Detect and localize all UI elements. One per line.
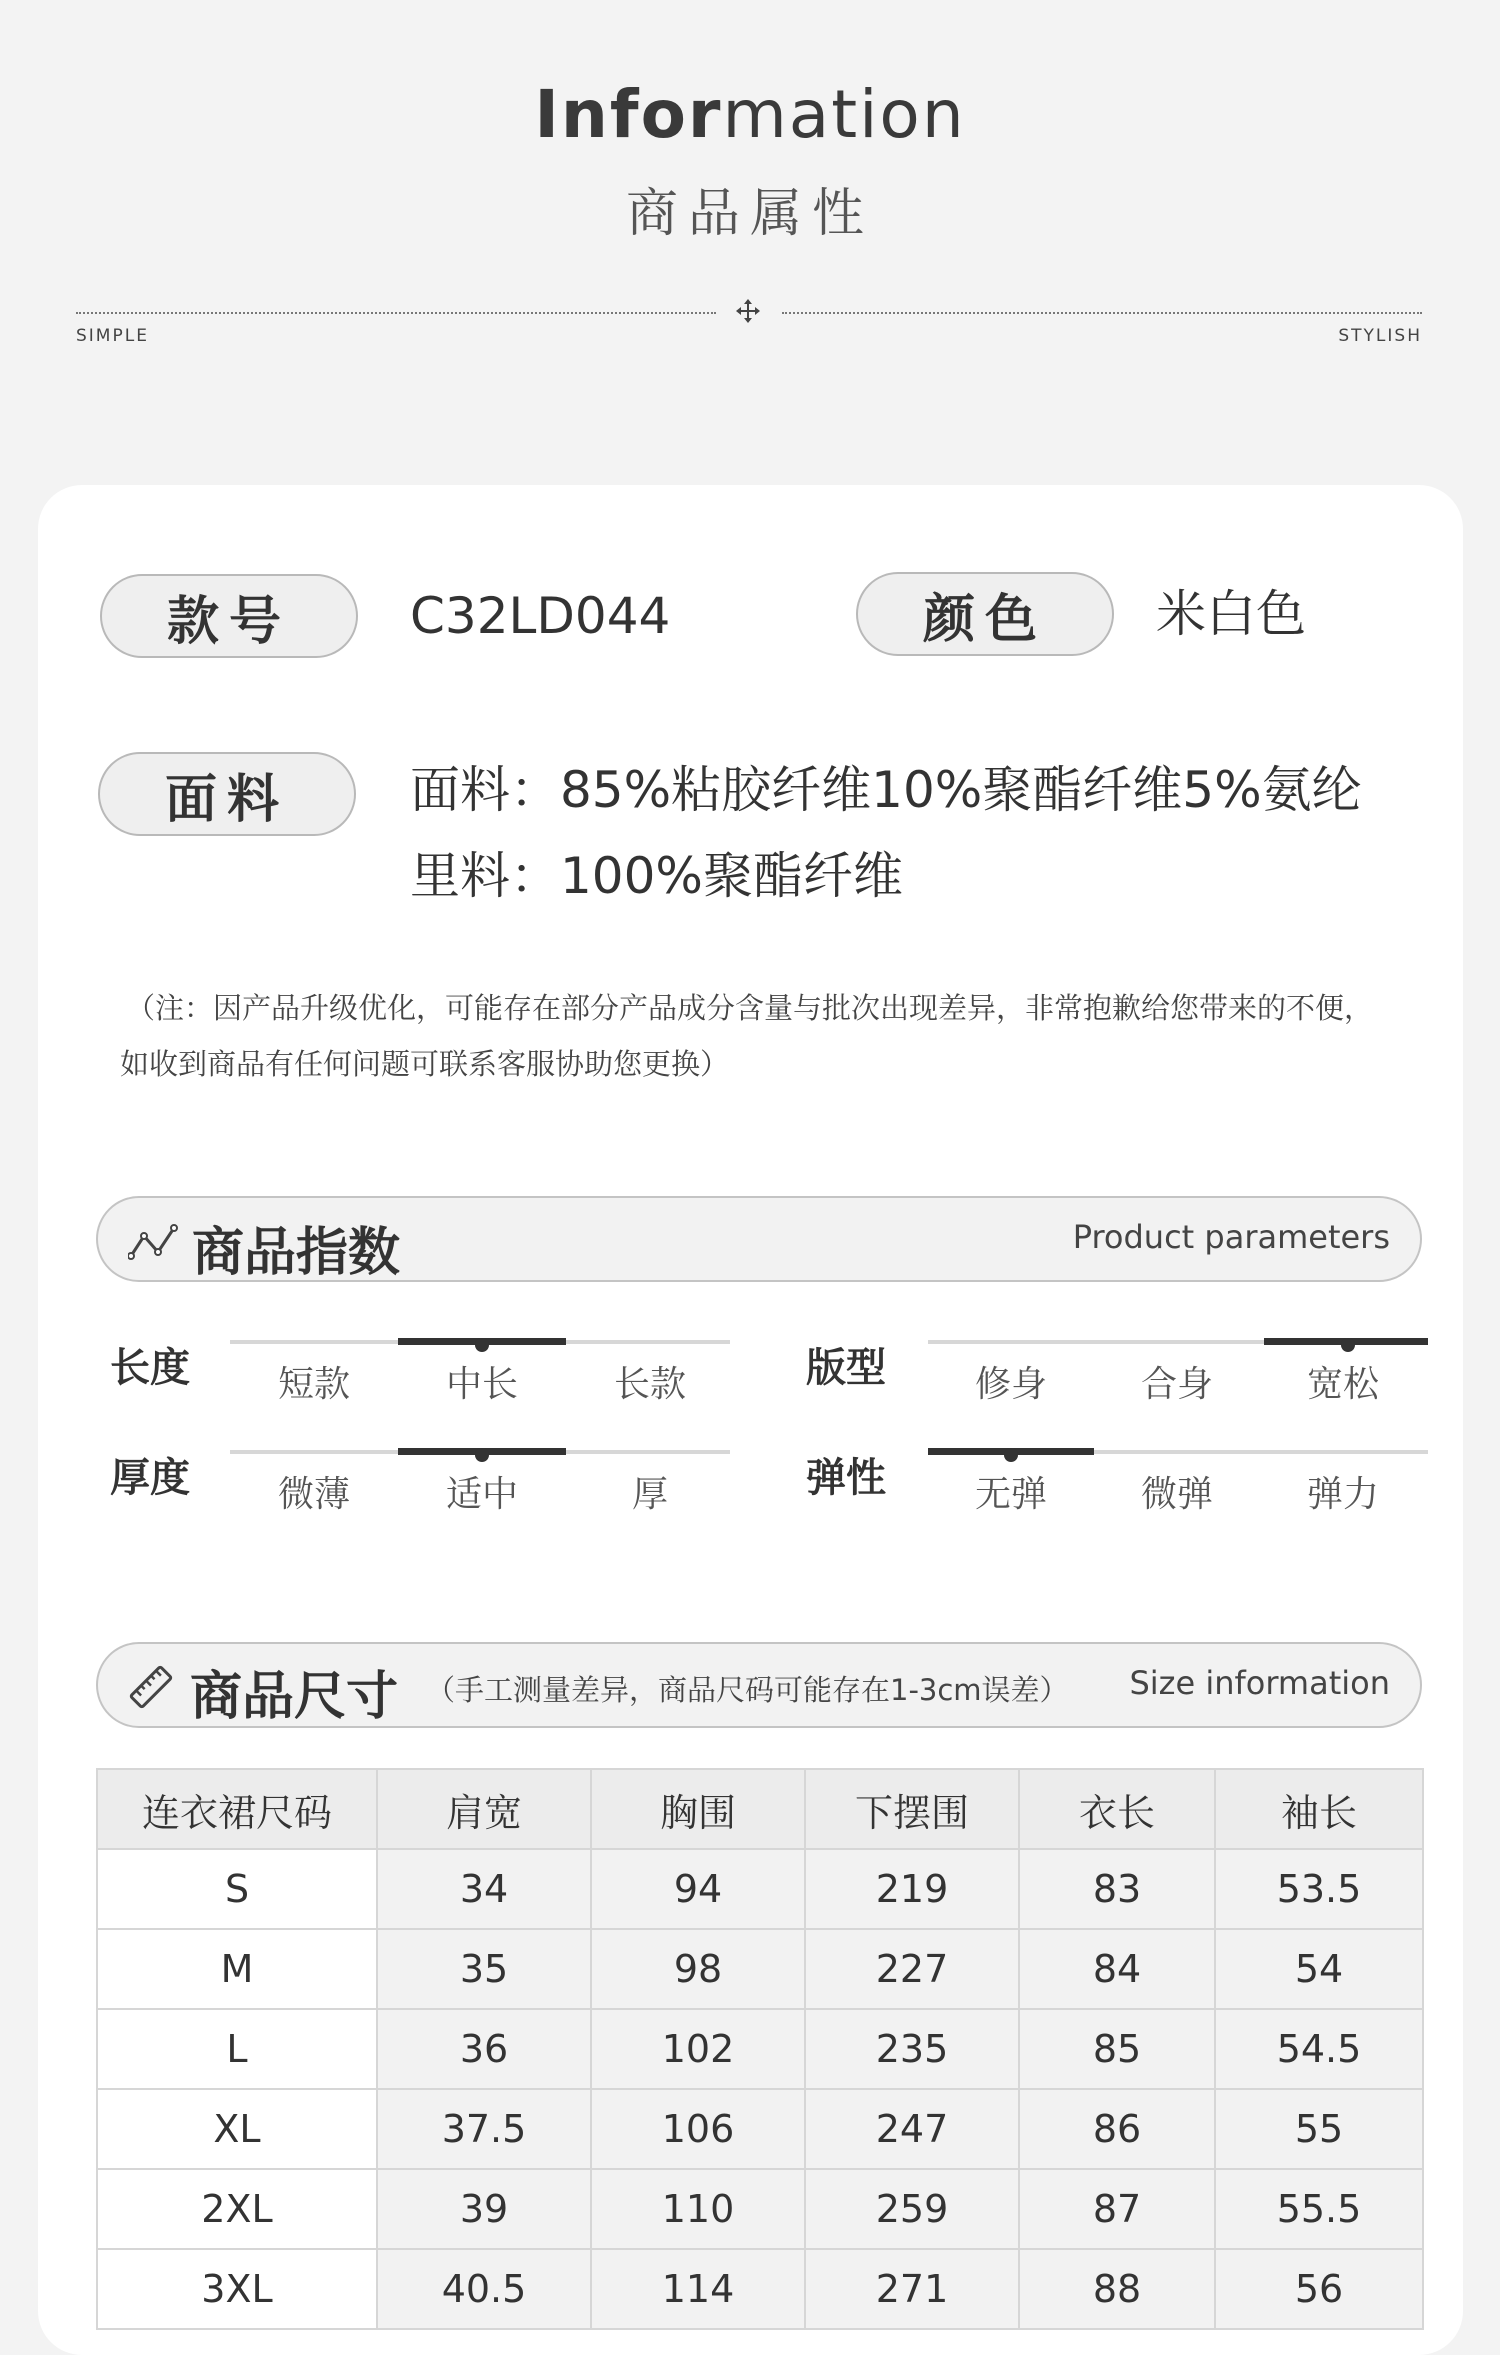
index-option: 合身 xyxy=(1140,1364,1213,1405)
page-subtitle: 商品属性 xyxy=(625,184,874,244)
index-label-length: 长度 xyxy=(110,1345,190,1391)
table-cell: 227 xyxy=(805,1929,1019,2009)
table-cell: 3XL xyxy=(97,2249,377,2329)
style-number-label: 款号 xyxy=(100,574,358,658)
index-option: 宽松 xyxy=(1306,1364,1379,1405)
index-scale-fit xyxy=(928,1340,1428,1344)
index-option: 弹力 xyxy=(1306,1474,1379,1515)
table-cell: 40.5 xyxy=(377,2249,591,2329)
table-cell: 53.5 xyxy=(1215,1849,1423,1929)
table-row xyxy=(97,1929,1423,2009)
table-cell: 86 xyxy=(1019,2089,1215,2169)
index-option: 微弹 xyxy=(1140,1474,1213,1515)
table-cell: 219 xyxy=(805,1849,1019,1929)
trend-line-icon xyxy=(128,1222,178,1262)
table-cell: 55 xyxy=(1215,2089,1423,2169)
title-bold-part: Infor xyxy=(534,76,723,153)
tag-simple: SIMPLE xyxy=(76,326,149,346)
column-header: 下摆围 xyxy=(805,1769,1019,1849)
index-option: 适中 xyxy=(445,1474,518,1515)
table-cell: 39 xyxy=(377,2169,591,2249)
index-option: 长款 xyxy=(613,1364,686,1405)
size-section-title: 商品尺寸 xyxy=(190,1667,399,1727)
divider-left xyxy=(76,312,716,314)
params-section-title: 商品指数 xyxy=(192,1223,401,1283)
index-label-elasticity: 弹性 xyxy=(806,1455,886,1501)
table-header-row xyxy=(97,1769,1423,1849)
table-cell: 2XL xyxy=(97,2169,377,2249)
note-line-1: （注：因产品升级优化，可能存在部分产品成分含量与批次出现差异，非常抱歉给您带来的不便， xyxy=(126,991,1374,1025)
index-selected-dot xyxy=(1341,1338,1355,1352)
table-cell: 235 xyxy=(805,2009,1019,2089)
tag-stylish: STYLISH xyxy=(1338,326,1422,346)
table-cell: 83 xyxy=(1019,1849,1215,1929)
index-option: 修身 xyxy=(974,1364,1047,1405)
table-cell: 54.5 xyxy=(1215,2009,1423,2089)
title-light-part: mation xyxy=(722,76,966,153)
table-cell: 84 xyxy=(1019,1929,1215,2009)
table-cell: 247 xyxy=(805,2089,1019,2169)
column-header: 肩宽 xyxy=(377,1769,591,1849)
fabric-line-2: 里料：100%聚酯纤维 xyxy=(410,847,903,905)
size-section-subtitle: （手工测量差异，商品尺码可能存在1-3cm误差） xyxy=(426,1673,1069,1707)
table-cell: 98 xyxy=(591,1929,805,2009)
table-cell: 110 xyxy=(591,2169,805,2249)
index-scale-thickness xyxy=(230,1450,730,1454)
index-option: 无弹 xyxy=(974,1474,1047,1515)
color-label: 颜色 xyxy=(856,572,1114,656)
table-cell: 271 xyxy=(805,2249,1019,2329)
table-row xyxy=(97,1849,1423,1929)
table-cell: 56 xyxy=(1215,2249,1423,2329)
index-label-thickness: 厚度 xyxy=(110,1455,190,1501)
table-row xyxy=(97,2169,1423,2249)
index-option: 厚 xyxy=(631,1474,668,1515)
note-line-2: 如收到商品有任何问题可联系客服协助您更换） xyxy=(120,1047,730,1081)
table-cell: L xyxy=(97,2009,377,2089)
size-table xyxy=(96,1768,1424,2330)
table-cell: 36 xyxy=(377,2009,591,2089)
table-cell: 94 xyxy=(591,1849,805,1929)
index-scale-length xyxy=(230,1340,730,1344)
index-label-fit: 版型 xyxy=(806,1345,886,1391)
index-scale-elasticity xyxy=(928,1450,1428,1454)
table-cell: 114 xyxy=(591,2249,805,2329)
table-cell: M xyxy=(97,1929,377,2009)
color-value: 米白色 xyxy=(1156,585,1306,643)
index-selected-dot xyxy=(475,1448,489,1462)
page-title xyxy=(0,76,1500,153)
table-cell: 259 xyxy=(805,2169,1019,2249)
table-cell: S xyxy=(97,1849,377,1929)
column-header: 连衣裙尺码 xyxy=(97,1769,377,1849)
size-section-title-en: Size information xyxy=(1129,1664,1390,1702)
column-header: 衣长 xyxy=(1019,1769,1215,1849)
table-row xyxy=(97,2089,1423,2169)
table-cell: 102 xyxy=(591,2009,805,2089)
fabric-line-1: 面料：85%粘胶纤维10%聚酯纤维5%氨纶 xyxy=(410,761,1362,819)
table-row xyxy=(97,2009,1423,2089)
index-option: 微薄 xyxy=(277,1474,350,1515)
table-cell: XL xyxy=(97,2089,377,2169)
fabric-label: 面料 xyxy=(98,752,356,836)
table-cell: 35 xyxy=(377,1929,591,2009)
table-cell: 54 xyxy=(1215,1929,1423,2009)
table-cell: 106 xyxy=(591,2089,805,2169)
index-selected-dot xyxy=(475,1338,489,1352)
ruler-icon xyxy=(126,1662,176,1712)
move-cross-icon xyxy=(735,298,761,324)
index-selected-dot xyxy=(1004,1448,1018,1462)
table-cell: 88 xyxy=(1019,2249,1215,2329)
column-header: 袖长 xyxy=(1215,1769,1423,1849)
index-option: 短款 xyxy=(277,1364,350,1405)
table-cell: 55.5 xyxy=(1215,2169,1423,2249)
table-row xyxy=(97,2249,1423,2329)
column-header: 胸围 xyxy=(591,1769,805,1849)
table-cell: 34 xyxy=(377,1849,591,1929)
table-cell: 37.5 xyxy=(377,2089,591,2169)
divider-right xyxy=(782,312,1422,314)
table-cell: 87 xyxy=(1019,2169,1215,2249)
index-option: 中长 xyxy=(445,1364,518,1405)
table-cell: 85 xyxy=(1019,2009,1215,2089)
style-number-value: C32LD044 xyxy=(410,587,671,645)
params-section-title-en: Product parameters xyxy=(1072,1218,1390,1256)
